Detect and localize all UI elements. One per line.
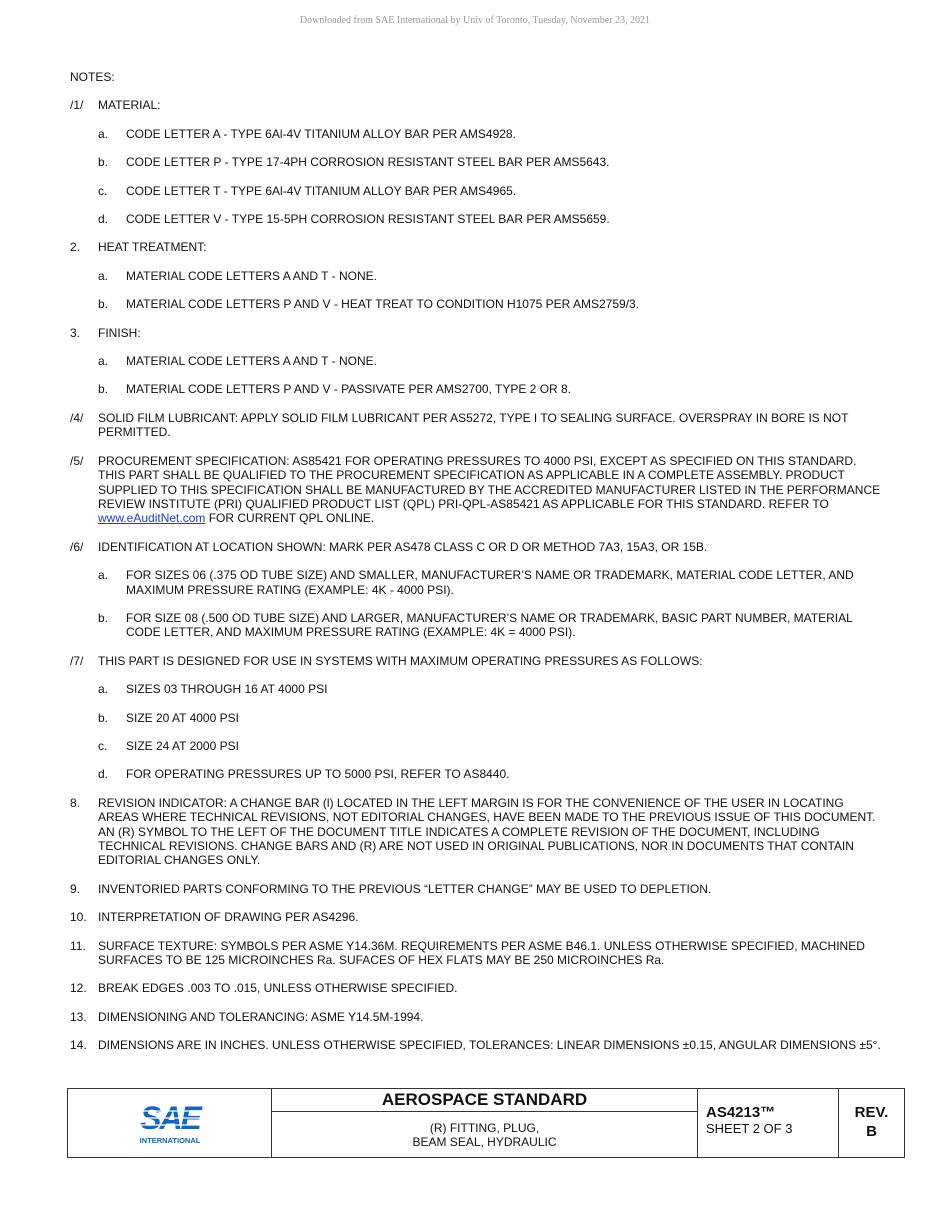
note-7 bbox=[70, 654, 885, 668]
sub-text: FOR SIZE 08 (.500 OD TUBE SIZE) AND LARGER, MANUFACTURER’S NAME OR TRADEMARK, BASIC PART NUMBER, MATERIAL CODE LETTER, AND MAXIMUM PRESSURE RATING (EXAMPLE: 4K = 4000 PSI). bbox=[126, 610, 853, 640]
note-5 bbox=[70, 454, 885, 526]
note-2 bbox=[70, 240, 885, 254]
note-number: 10. bbox=[70, 910, 87, 925]
note-number: 9. bbox=[70, 881, 81, 896]
note-7c bbox=[98, 739, 885, 753]
doc-number-cell bbox=[698, 1089, 839, 1157]
note-text: INTERPRETATION OF DRAWING PER AS4296. bbox=[98, 910, 359, 925]
note-text: DIMENSIONS ARE IN INCHES. UNLESS OTHERWISE SPECIFIED, TOLERANCES: LINEAR DIMENSIONS ±0.15, ANGULAR DIMENSIONS ±5°. bbox=[98, 1038, 881, 1053]
note-number: 3. bbox=[70, 325, 81, 340]
note-1b bbox=[98, 155, 885, 169]
note-text: SOLID FILM LUBRICANT: APPLY SOLID FILM LUBRICANT PER AS5272, TYPE I TO SEALING SURFACE. OVERSPRAY IN BORE IS NOT PERMITTED. bbox=[98, 410, 849, 440]
note-text: BREAK EDGES .003 TO .015, UNLESS OTHERWISE SPECIFIED. bbox=[98, 981, 458, 996]
note-5-text: PROCUREMENT SPECIFICATION: AS85421 FOR OPERATING PRESSURES TO 4000 PSI, EXCEPT AS SPECIFIED ON THIS STANDARD. THIS PART SHALL BE QUALIFIED TO THE PROCUREMENT SPECIFICATION AS APPLICABLE IN A COMPLETE ASSEMBLY. PRODUCT SUPPLIED TO THIS SPECIFICATION SHALL BE MANUFACTURED BY THE ACCREDITED MANUFACTURER LISTED IN THE PERFORMANCE REVIEW INSTITUTE (PRI) QUALIFIED PRODUCT LIST (QPL) PRI-QPL-AS85421 AS APPLICABLE FOR THIS STANDARD. REFER TO bbox=[98, 453, 881, 511]
note-9 bbox=[70, 882, 885, 896]
sub-letter: b. bbox=[98, 710, 109, 725]
sub-text: MATERIAL CODE LETTERS A AND T - NONE. bbox=[126, 354, 377, 369]
title-block bbox=[67, 1088, 905, 1158]
logo-cell bbox=[68, 1089, 272, 1157]
sub-text: CODE LETTER T - TYPE 6Al-4V TITANIUM ALLOY BAR PER AMS4965. bbox=[126, 183, 517, 198]
sub-letter: b. bbox=[98, 155, 109, 170]
note-6b bbox=[98, 611, 885, 640]
sub-text: FOR SIZES 06 (.375 OD TUBE SIZE) AND SMALLER, MANUFACTURER’S NAME OR TRADEMARK, MATERIAL CODE LETTER, AND MAXIMUM PRESSURE RATING (EXAMPLE: 4K - 4000 PSI). bbox=[126, 568, 854, 597]
note-7d bbox=[98, 767, 885, 781]
title-cell bbox=[272, 1089, 698, 1157]
note-1a bbox=[98, 127, 885, 141]
note-6 bbox=[70, 540, 885, 554]
note-number: /1/ bbox=[70, 98, 84, 113]
note-2a bbox=[98, 269, 885, 283]
sub-text: CODE LETTER A - TYPE 6Al-4V TITANIUM ALLOY BAR PER AMS4928. bbox=[126, 126, 516, 141]
download-notice: Downloaded from SAE International by Univ of Toronto, Tuesday, November 23, 2021 bbox=[299, 15, 651, 26]
sae-logo bbox=[130, 1099, 210, 1147]
sub-letter: a. bbox=[98, 268, 109, 283]
note-text: IDENTIFICATION AT LOCATION SHOWN: MARK PER AS478 CLASS C OR D OR METHOD 7A3, 15A3, OR 15B. bbox=[98, 539, 708, 554]
sheet-indicator: SHEET 2 OF 3 bbox=[706, 1121, 793, 1136]
sub-letter: b. bbox=[98, 297, 109, 312]
note-number: /7/ bbox=[70, 653, 84, 668]
eauditnet-link[interactable]: www.eAuditNet.com bbox=[98, 511, 206, 526]
note-text: REVISION INDICATOR: A CHANGE BAR (l) LOCATED IN THE LEFT MARGIN IS FOR THE CONVENIENCE OF THE USER IN LOCATING AREAS WHERE TECHNICAL REVISIONS, NOT EDITORIAL CHANGES, HAVE BEEN MADE TO THE PREVIOUS ISSUE OF THIS DOCUMENT. AN (R) SYMBOL TO THE LEFT OF THE DOCUMENT TITLE INDICATES A COMPLETE REVISION OF THE DOCUMENT, INCLUDING TECHNICAL REVISIONS. CHANGE BARS AND (R) ARE NOT USED IN ORIGINAL PUBLICATIONS, NOR IN DOCUMENTS THAT CONTAIN EDITORIAL CHANGES ONLY. bbox=[98, 795, 876, 868]
note-3 bbox=[70, 326, 885, 340]
note-text: THIS PART IS DESIGNED FOR USE IN SYSTEMS WITH MAXIMUM OPERATING PRESSURES AS FOLLOWS: bbox=[98, 653, 703, 668]
sub-text: MATERIAL CODE LETTERS P AND V - HEAT TREAT TO CONDITION H1075 PER AMS2759/3. bbox=[126, 297, 640, 312]
note-13 bbox=[70, 1010, 885, 1024]
note-text: DIMENSIONING AND TOLERANCING: ASME Y14.5M-1994. bbox=[98, 1009, 424, 1024]
note-1 bbox=[70, 98, 885, 112]
note-number: 2. bbox=[70, 240, 81, 255]
sub-letter: a. bbox=[98, 682, 109, 697]
sub-text: CODE LETTER V - TYPE 15-5PH CORROSION RESISTANT STEEL BAR PER AMS5659. bbox=[126, 212, 610, 227]
doc-number: AS4213™ bbox=[706, 1104, 776, 1121]
note-text: MATERIAL: bbox=[98, 98, 161, 113]
note-8 bbox=[70, 796, 885, 868]
note-3b bbox=[98, 382, 885, 396]
note-7a bbox=[98, 682, 885, 696]
notes-title: NOTES: bbox=[70, 70, 115, 84]
note-11 bbox=[70, 939, 885, 968]
title-line-2: BEAM SEAL, HYDRAULIC bbox=[412, 1135, 557, 1149]
note-2b bbox=[98, 297, 885, 311]
note-6a bbox=[98, 568, 885, 597]
sub-letter: b. bbox=[98, 610, 109, 625]
note-number: 11. bbox=[70, 938, 86, 953]
sub-letter: d. bbox=[98, 767, 109, 782]
note-number: 13. bbox=[70, 1009, 87, 1024]
note-text: FINISH: bbox=[98, 325, 141, 340]
rev-label: REV. bbox=[854, 1104, 889, 1121]
sub-text: SIZE 20 AT 4000 PSI bbox=[126, 710, 239, 725]
note-text: SURFACE TEXTURE: SYMBOLS PER ASME Y14.36M. REQUIREMENTS PER ASME B46.1. UNLESS OTHERWISE SPECIFIED, MACHINED SURFACES TO BE 125 MICROINCHES Ra. SUFACES OF HEX FLATS MAY BE 250 MICROINCHES Ra. bbox=[98, 938, 865, 968]
note-text: INVENTORIED PARTS CONFORMING TO THE PREVIOUS “LETTER CHANGE” MAY BE USED TO DEPLETION. bbox=[98, 881, 712, 896]
note-4 bbox=[70, 411, 885, 440]
sub-text: SIZES 03 THROUGH 16 AT 4000 PSI bbox=[126, 682, 328, 697]
note-1c bbox=[98, 184, 885, 198]
note-number: 14. bbox=[70, 1038, 87, 1053]
note-text bbox=[98, 454, 885, 526]
note-5-text-after: FOR CURRENT QPL ONLINE. bbox=[205, 511, 375, 526]
sub-letter: c. bbox=[98, 738, 108, 753]
note-number: /6/ bbox=[70, 539, 84, 554]
logo-sub: INTERNATIONAL bbox=[139, 1136, 200, 1145]
note-12 bbox=[70, 981, 885, 995]
sub-text: CODE LETTER P - TYPE 17-4PH CORROSION RESISTANT STEEL BAR PER AMS5643. bbox=[126, 155, 610, 170]
standard-heading: AEROSPACE STANDARD bbox=[272, 1089, 697, 1112]
sub-text: MATERIAL CODE LETTERS P AND V - PASSIVATE PER AMS2700, TYPE 2 OR 8. bbox=[126, 382, 572, 397]
sub-text: MATERIAL CODE LETTERS A AND T - NONE. bbox=[126, 268, 377, 283]
note-number: /4/ bbox=[70, 410, 84, 425]
document-title bbox=[272, 1112, 697, 1157]
sub-letter: c. bbox=[98, 183, 108, 198]
note-number: /5/ bbox=[70, 453, 84, 468]
note-number: 12. bbox=[70, 981, 87, 996]
sub-text: SIZE 24 AT 2000 PSI bbox=[126, 738, 239, 753]
note-14 bbox=[70, 1038, 885, 1052]
sub-letter: b. bbox=[98, 382, 109, 397]
note-number: 8. bbox=[70, 795, 81, 810]
revision-cell bbox=[839, 1089, 904, 1157]
notes-section bbox=[70, 70, 885, 1067]
sub-letter: a. bbox=[98, 568, 109, 583]
logo-text: SAE bbox=[139, 1100, 200, 1136]
sub-letter: a. bbox=[98, 126, 109, 141]
note-text: HEAT TREATMENT: bbox=[98, 240, 207, 255]
note-7b bbox=[98, 711, 885, 725]
note-1d bbox=[98, 212, 885, 226]
sub-letter: d. bbox=[98, 212, 109, 227]
note-3a bbox=[98, 354, 885, 368]
sub-text: FOR OPERATING PRESSURES UP TO 5000 PSI, REFER TO AS8440. bbox=[126, 767, 510, 782]
title-line-1: (R) FITTING, PLUG, bbox=[429, 1121, 540, 1135]
sub-letter: a. bbox=[98, 354, 109, 369]
rev-value: B bbox=[866, 1123, 877, 1140]
note-10 bbox=[70, 910, 885, 924]
